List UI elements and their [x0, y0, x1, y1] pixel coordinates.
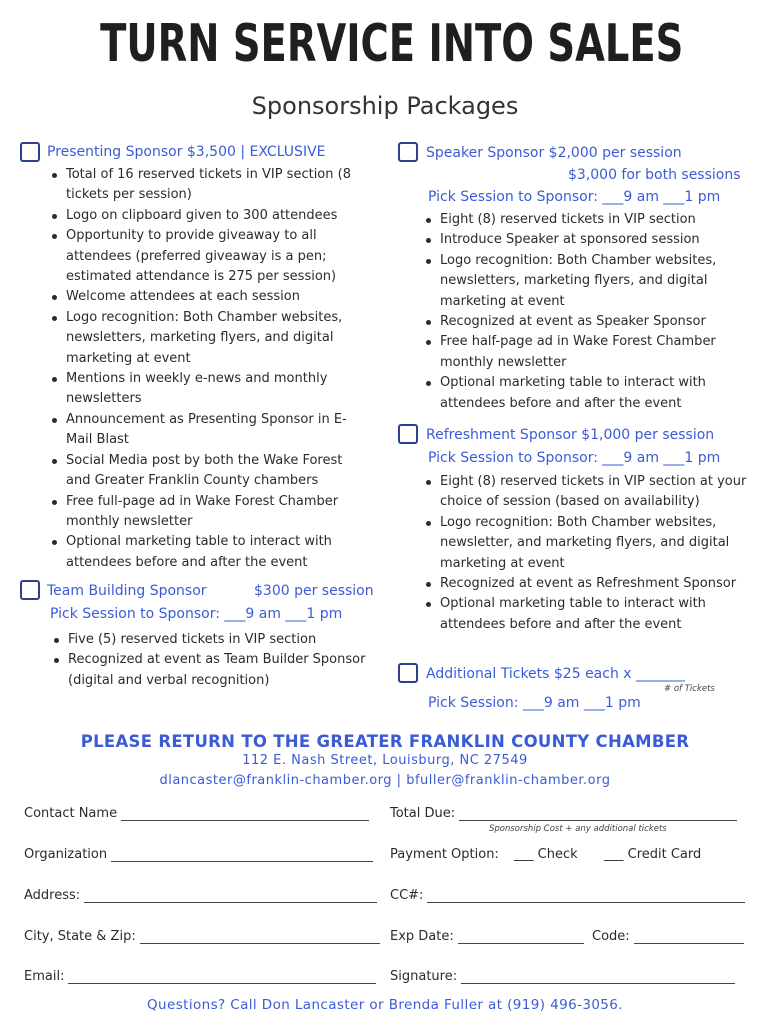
address-field[interactable]: [24, 888, 377, 903]
benefit-item: Announcement as Presenting Sponsor in E-Mail Blast: [50, 410, 368, 451]
benefit-item: Free half-page ad in Wake Forest Chamber monthly newsletter: [424, 332, 754, 373]
speaker-benefits-list: [424, 210, 754, 414]
organization-label: Organization: [24, 847, 108, 862]
check-option[interactable]: ___ Check: [514, 847, 578, 862]
credit-card-option[interactable]: ___ Credit Card: [604, 847, 702, 862]
page-title: TURN SERVICE INTO SALES: [100, 14, 684, 74]
team-building-session-pick[interactable]: Pick Session to Sponsor: ___9 am ___1 pm: [50, 606, 343, 622]
refreshment-heading: Refreshment Sponsor $1,000 per session: [426, 427, 715, 443]
payment-option-field: [390, 847, 499, 862]
benefit-item: Five (5) reserved tickets in VIP section: [52, 630, 370, 650]
benefit-item: Recognized at event as Refreshment Sponsor: [424, 574, 754, 594]
refreshment-benefits-list: [424, 472, 754, 635]
benefit-item: Logo recognition: Both Chamber websites, newsletter, and marketing flyers, and digital marketing at event: [424, 513, 754, 574]
benefit-item: Recognized at event as Speaker Sponsor: [424, 312, 754, 332]
cc-number-field[interactable]: [390, 888, 745, 903]
presenting-heading: Presenting Sponsor $3,500 | EXCLUSIVE: [47, 144, 326, 160]
benefit-item: Optional marketing table to interact with attendees before and after the event: [50, 532, 368, 573]
benefit-item: Optional marketing table to interact with attendees before and after the event: [424, 373, 754, 414]
additional-session-pick[interactable]: Pick Session: ___9 am ___1 pm: [428, 695, 641, 711]
city-state-zip-field[interactable]: [24, 929, 380, 944]
benefit-item: Introduce Speaker at sponsored session: [424, 230, 754, 250]
speaker-both-sessions-price: $3,000 for both sessions: [568, 167, 741, 183]
speaker-checkbox[interactable]: [398, 142, 418, 162]
contact-name-field[interactable]: [24, 806, 369, 821]
total-due-note: Sponsorship Cost + any additional tickets: [489, 824, 667, 834]
email-field[interactable]: [24, 969, 376, 984]
benefit-item: Total of 16 reserved tickets in VIP section (8 tickets per session): [50, 165, 368, 206]
security-code-field[interactable]: [592, 929, 744, 944]
refreshment-checkbox[interactable]: [398, 424, 418, 444]
benefit-item: Mentions in weekly e-news and monthly newsletters: [50, 369, 368, 410]
benefit-item: Optional marketing table to interact with attendees before and after the event: [424, 594, 754, 635]
team-building-benefits-list: [52, 630, 370, 691]
team-building-price: $300 per session: [254, 583, 374, 599]
benefit-item: Logo recognition: Both Chamber websites, newsletters, marketing flyers, and digital marketing at event: [50, 308, 368, 369]
benefit-item: Welcome attendees at each session: [50, 287, 368, 307]
benefit-item: Logo on clipboard given to 300 attendees: [50, 206, 368, 226]
benefit-item: Eight (8) reserved tickets in VIP section at your choice of session (based on availability): [424, 472, 754, 513]
speaker-heading: Speaker Sponsor $2,000 per session: [426, 145, 682, 161]
payment-option-label: Payment Option:: [390, 847, 499, 862]
email-label: Email:: [24, 969, 65, 984]
additional-tickets-heading[interactable]: Additional Tickets $25 each x _______: [426, 666, 686, 682]
return-heading: PLEASE RETURN TO THE GREATER FRANKLIN COUNTY CHAMBER: [80, 732, 690, 751]
signature-field[interactable]: [390, 969, 735, 984]
presenting-checkbox[interactable]: [20, 142, 40, 162]
benefit-item: Logo recognition: Both Chamber websites, newsletters, marketing flyers, and digital marketing at event: [424, 251, 754, 312]
total-due-field[interactable]: [390, 806, 737, 821]
signature-label: Signature:: [390, 969, 458, 984]
refreshment-session-pick[interactable]: Pick Session to Sponsor: ___9 am ___1 pm: [428, 450, 721, 466]
footer-contact-line: Questions? Call Don Lancaster or Brenda Fuller at (919) 496-3056.: [147, 997, 623, 1013]
security-code-label: Code:: [592, 929, 630, 944]
presenting-benefits-list: [50, 165, 368, 573]
benefit-item: Eight (8) reserved tickets in VIP section: [424, 210, 754, 230]
cc-number-label: CC#:: [390, 888, 424, 903]
contact-name-label: Contact Name: [24, 806, 118, 821]
team-building-heading: Team Building Sponsor: [47, 583, 207, 599]
tickets-count-note: # of Tickets: [664, 684, 715, 694]
address-label: Address:: [24, 888, 81, 903]
exp-date-label: Exp Date:: [390, 929, 454, 944]
exp-date-field[interactable]: [390, 929, 584, 944]
additional-tickets-checkbox[interactable]: [398, 663, 418, 683]
chamber-emails[interactable]: dlancaster@franklin-chamber.org | bfuller@franklin-chamber.org: [159, 773, 611, 788]
total-due-label: Total Due:: [390, 806, 456, 821]
organization-field[interactable]: [24, 847, 373, 862]
chamber-address: 112 E. Nash Street, Louisburg, NC 27549: [242, 753, 528, 768]
team-building-checkbox[interactable]: [20, 580, 40, 600]
page-subtitle: Sponsorship Packages: [251, 92, 519, 120]
city-state-zip-label: City, State & Zip:: [24, 929, 136, 944]
speaker-session-pick[interactable]: Pick Session to Sponsor: ___9 am ___1 pm: [428, 189, 721, 205]
benefit-item: Recognized at event as Team Builder Sponsor (digital and verbal recognition): [52, 650, 370, 691]
benefit-item: Social Media post by both the Wake Forest and Greater Franklin County chambers: [50, 451, 368, 492]
benefit-item: Free full-page ad in Wake Forest Chamber monthly newsletter: [50, 492, 368, 533]
benefit-item: Opportunity to provide giveaway to all attendees (preferred giveaway is a pen; estimated attendance is 275 per session): [50, 226, 368, 287]
